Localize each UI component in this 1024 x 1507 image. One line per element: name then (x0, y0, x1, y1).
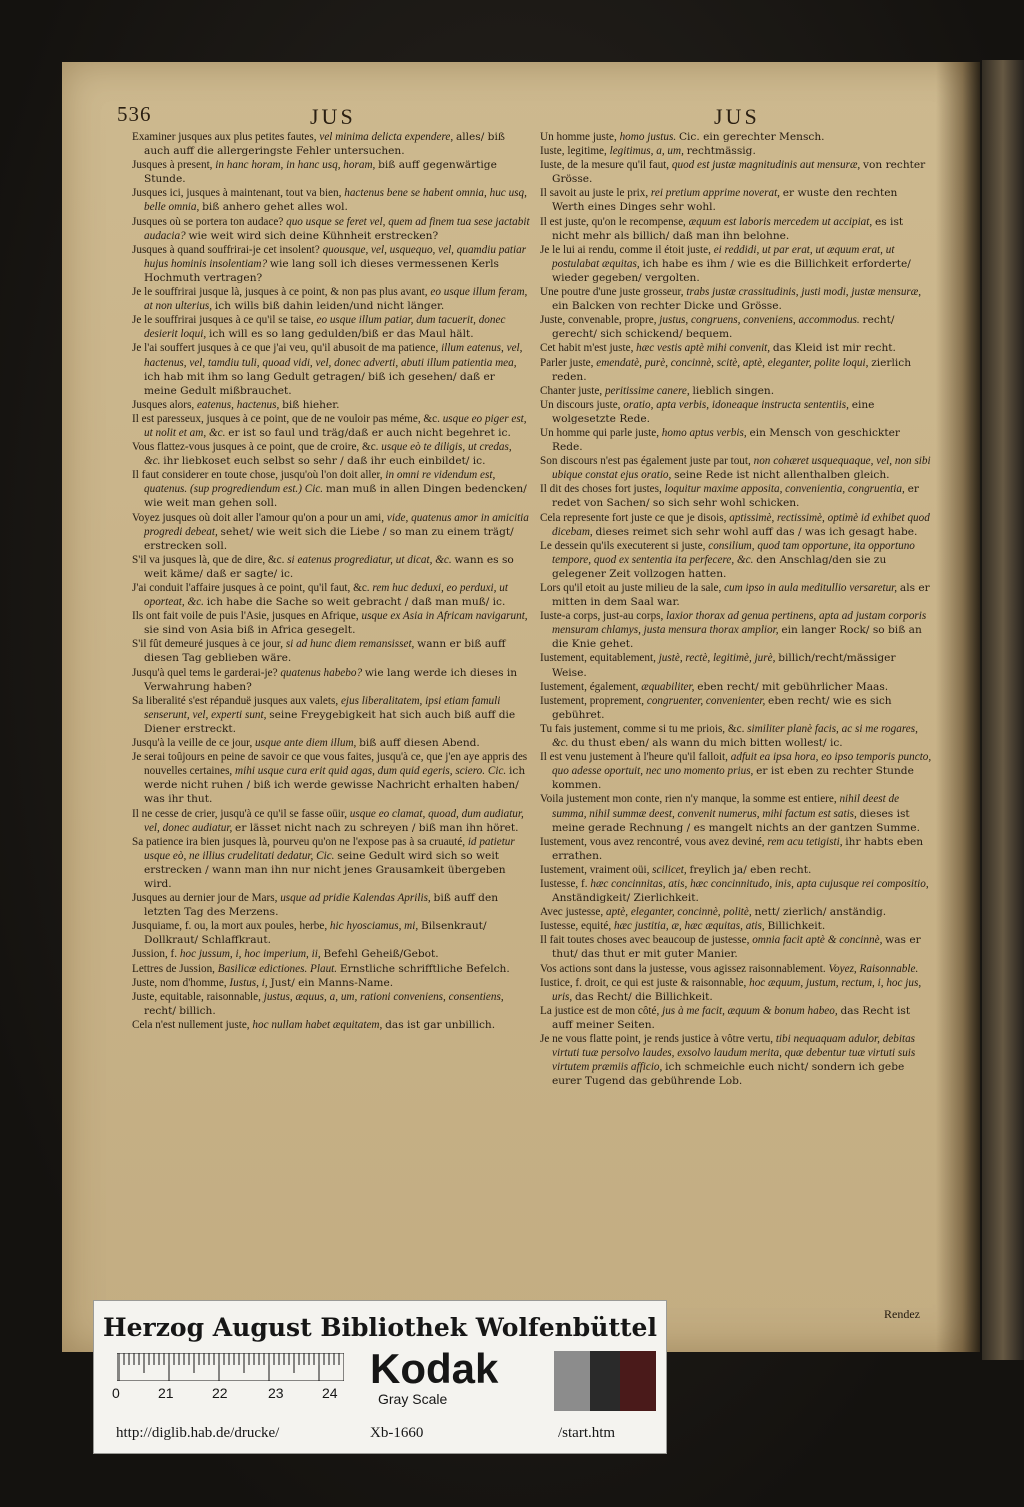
entry-french: Parler juste, (540, 356, 594, 369)
entry-french: Ils ont fait voile de puis l'Asie, jusques en Afrique, (132, 610, 359, 623)
dictionary-entry (540, 130, 932, 144)
entry-french: Tu fais justement, comme si tu me priois, &c. (540, 722, 745, 735)
entry-german: du thust eben/ als wann du mich bitten wollest/ ic. (571, 737, 843, 750)
entry-latin: mihi usque cura erit quid agas, dum quid egeris, sciero. Cic. (235, 765, 507, 778)
entry-french: Iuste, legitime, (540, 145, 607, 158)
entry-latin: quo usque se feret vel, quem ad finem tua sese jactabit audacia? (144, 215, 530, 242)
entry-german: ich habe die Sache so weit gebracht / daß man muß/ ic. (206, 596, 506, 609)
entry-french: S'il va jusques là, que de dire, &c. (132, 553, 285, 566)
entry-french: Cela represente fort juste ce que je disois, (540, 511, 727, 524)
entry-german: ich habe es ihm / wie es die Billichkeit erforderte/ wieder gegeben/ vergolten. (552, 257, 911, 284)
dictionary-entry (132, 990, 530, 1018)
dictionary-entry (132, 243, 530, 285)
entry-latin: peritissime canere, (604, 384, 690, 397)
entry-latin: ei reddidi, ut par erat, ut æquum erat, ut postulabat æquitas, (552, 243, 895, 270)
entry-latin: usque ex Asia in Africam navigarunt, (361, 610, 528, 623)
entry-latin: quatenus habebo? (280, 666, 363, 679)
entry-french: Je ne vous flatte point, je rends justice à vôtre vertu, (540, 1033, 774, 1045)
entry-german: eben recht/ wie es sich gebühret. (552, 694, 892, 721)
dictionary-entry (540, 933, 932, 961)
entry-german: biß auff diesen Abend. (359, 737, 480, 750)
entry-latin: Basilicæ edictiones. Plaut. (217, 962, 338, 975)
entry-latin: homo justus. (619, 131, 677, 143)
entry-latin: si ad hunc diem remansisset, (285, 638, 415, 651)
dictionary-entry (132, 511, 530, 553)
dictionary-entry (540, 285, 932, 313)
entry-french: Iuste, de la mesure qu'il faut, (540, 159, 670, 172)
dictionary-entry (540, 976, 932, 1004)
entry-french: Lettres de Jussion, (132, 962, 215, 975)
dictionary-entry (132, 285, 530, 313)
dictionary-entry (132, 807, 530, 835)
entry-latin: illum eatenus, vel, hactenus, vel, tamdiu tuli, quoad vidi, vel, donec adverti, abuti illum patientia mea, (144, 342, 523, 369)
entry-german: eben recht/ mit gebührlicher Maas. (697, 680, 889, 693)
entry-french: Iuste-a corps, just-au corps, (540, 610, 664, 623)
entry-latin: oratio, apta verbis, idoneaque instructa sententiis, (623, 398, 849, 411)
entry-latin: quousque, vel, usquequo, vel, quamdiu patiar hujus hominis insolentiam? (144, 243, 527, 270)
entry-french: Vos actions sont dans la justesse, vous agissez raisonnablement. (540, 962, 826, 975)
entry-latin: hoc æquum, justum, rectum, i, hoc jus, uris, (552, 976, 922, 1003)
dictionary-entry (540, 750, 932, 792)
entry-german: als er mitten in dem Saal war. (552, 582, 930, 609)
dictionary-entry (132, 313, 530, 341)
dictionary-entry (132, 130, 530, 158)
entry-german: rechtmässig. (686, 145, 756, 158)
book-edge (982, 60, 1024, 1360)
entry-latin: hæc vestis aptè mihi convenit, (636, 342, 771, 355)
entry-latin: rem huc deduxi, eo perduxi, ut oporteat, &c. (144, 582, 508, 609)
catchword: Rendez (884, 1307, 920, 1321)
entry-german: seine Freygebigkeit hat sich auch biß auff die Diener erstreckt. (144, 708, 516, 735)
entry-french: Il est juste, qu'on le recompense, (540, 215, 686, 228)
entry-german: das Recht ist auff meiner Seiten. (552, 1004, 911, 1031)
library-title: Herzog August Bibliothek Wolfenbüttel (103, 1313, 657, 1342)
entry-latin: usque ante diem illum, (255, 737, 357, 750)
entry-french: Je le lui ai rendu, comme il étoit juste, (540, 243, 711, 256)
entry-latin: trabs justæ crassitudinis, justi modi, justæ mensuræ, (686, 286, 922, 299)
entry-german: Cic. ein gerechter Mensch. (678, 131, 825, 143)
dictionary-entry (132, 412, 530, 440)
dictionary-entry (132, 891, 530, 919)
entry-latin: non cohæret usquequaque, vel, non sibi ubique constat ejus oratio, (552, 455, 931, 482)
ruler-number: 23 (268, 1385, 284, 1401)
entry-french: Voyez jusques où doit aller l'amour qu'on a pour un ami, (132, 511, 385, 524)
dictionary-entry (132, 976, 530, 990)
dictionary-entry (132, 398, 530, 412)
entry-german: Anständigkeit/ Zierlichkeit. (552, 892, 699, 905)
entry-french: Jusques où se portera ton audace? (132, 215, 284, 228)
entry-latin: congruenter, convenienter, (646, 694, 766, 707)
dictionary-entry (540, 511, 932, 539)
dictionary-entry (540, 962, 932, 976)
entry-latin: in hanc horam, in hanc usq, horam, (215, 159, 376, 172)
entry-latin: justus, congruens, conveniens, accommodus. (659, 314, 860, 327)
entry-french: Jusques à quand souffrirai-je cet insolent? (132, 243, 320, 256)
entry-french: Jusques ici, jusques à maintenant, tout va bien, (132, 187, 342, 200)
entry-latin: æquum est laboris mercedem ut accipiat, (688, 215, 873, 228)
entry-french: Je le souffrirai jusque là, jusques à ce point, & non pas plus avant, (132, 286, 428, 299)
entry-french: Jusques au dernier jour de Mars, (132, 892, 278, 905)
dictionary-entry (540, 384, 932, 398)
entry-latin: eo usque illum feram, at non ulterius, (144, 286, 528, 313)
dictionary-entry (132, 609, 530, 637)
dictionary-entry (540, 243, 932, 285)
ruler-number: 21 (158, 1385, 174, 1401)
dictionary-entry (132, 750, 530, 806)
dictionary-entry (132, 553, 530, 581)
entry-french: Iustesse, equité, (540, 920, 612, 933)
entry-french: Jussion, f. (132, 948, 178, 961)
entry-german: billich/recht/mässiger Weise. (552, 652, 896, 679)
entry-german: er redet von Sachen/ so sich sehr wohl schicken. (552, 483, 919, 510)
entry-latin: cum ipso in aula meditullio versaretur, (724, 582, 898, 594)
entry-french: Il savoit au juste le prix, (540, 187, 649, 200)
entry-latin: laxior thorax ad genua pertinens, apta ad justam corporis mensuram chlamys, justa mensura thorax amplior, (552, 610, 927, 637)
entry-german: dieses ist meine gerade Rechnung / es mangelt nichts an der gantzen Summe. (552, 807, 920, 834)
entry-german: recht/ gerecht/ sich schickend/ bequem. (552, 314, 895, 341)
entry-french: Sa patience ira bien jusques là, pourveu qu'on ne l'expose pas à sa cruauté, (132, 835, 466, 848)
entry-french: Iustement, proprement, (540, 694, 645, 707)
entry-german: Ernstliche schrifftliche Befelch. (339, 962, 510, 975)
entry-latin: usque ad pridie Kalendas Aprilis, (280, 892, 431, 905)
dictionary-entry (132, 947, 530, 961)
dictionary-entry (132, 736, 530, 750)
entry-latin: rem acu tetigisti, (767, 835, 843, 848)
entry-german: dieses reimet sich sehr wohl auff das / was ich gesagt habe. (595, 525, 918, 538)
dictionary-entry (132, 694, 530, 736)
dictionary-entry (540, 313, 932, 341)
entry-latin: hoc jussum, i, hoc imperium, ii, (179, 948, 321, 961)
dictionary-entry (132, 440, 530, 468)
entry-french: Avec justesse, (540, 906, 604, 919)
entry-german: ihr habts eben errathen. (552, 835, 924, 862)
entry-french: S'il fût demeuré jusques à ce jour, (132, 638, 284, 651)
dictionary-entry (540, 482, 932, 510)
entry-german: seine Gedult wird sich so weit erstrecken / wann man ihn nur nicht jenes Grausamkeit übergeben wird. (144, 849, 506, 890)
dictionary-entry (132, 215, 530, 243)
entry-latin: legitimus, a, um, (609, 145, 684, 158)
ruler-number: 24 (322, 1385, 338, 1401)
page-number: 536 (117, 102, 152, 126)
dictionary-entry (540, 158, 932, 186)
entry-latin: aptissimè, rectissimè, optimè id exhibet quod dicebam, (552, 511, 930, 538)
entry-french: Il ne cesse de crier, jusqu'à ce qu'il se fasse oüir, (132, 807, 347, 820)
entry-french: Iustement, vraiment oüi, (540, 863, 650, 876)
entry-german: Billichkeit. (767, 920, 826, 933)
entry-german: ich wills biß dahin leiden/und nicht länger. (214, 300, 445, 313)
entry-latin: jus à me facit, æquum & bonum habeo, (662, 1004, 838, 1017)
entry-german: ihr liebkoset euch selbst so sehr / daß ihr euch einbildet/ ic. (163, 455, 486, 468)
entry-french: Je le souffrirai jusques à ce qu'il se taise, (132, 314, 314, 327)
dictionary-entry (540, 680, 932, 694)
shelfmark: Xb-1660 (370, 1425, 424, 1441)
dictionary-entry (540, 835, 932, 863)
entry-latin: justus, æquus, a, um, rationi conveniens, consentiens, (263, 990, 504, 1003)
entry-french: Il fait toutes choses avec beaucoup de justesse, (540, 934, 750, 947)
entry-latin: adfuit ea ipsa hora, eo ipso temporis puncto, quo adesse oportuit, nec uno momento prius, (552, 751, 932, 778)
entry-latin: eo usque illum patiar, dum tacuerit, donec desierit loqui, (144, 314, 506, 341)
entry-latin: Iustus, i, (229, 976, 268, 989)
dictionary-entry (540, 609, 932, 651)
ruler-scale (117, 1353, 344, 1381)
kodak-logo: Kodak (370, 1345, 499, 1392)
maroon-swatch (620, 1351, 656, 1411)
entry-german: sehet/ wie weit sich die Liebe / so man zu einem trägt/ erstrecken soll. (144, 525, 514, 552)
entry-latin: aptè, eleganter, concinnè, politè, (605, 906, 752, 919)
dictionary-entry (132, 637, 530, 665)
entry-german: wann er biß auff diesen Tag geblieben wäre. (144, 638, 506, 665)
entry-french: Il faut considerer en toute chose, jusqu'où l'on doit aller, (132, 469, 383, 482)
entry-german: nett/ zierlich/ anständig. (754, 906, 887, 919)
entry-french: Je serai toûjours en peine de savoir ce que vous faites, jusqu'à ce, que j'en aye appris des nouvelles certaines, (132, 751, 528, 778)
dictionary-entry (132, 581, 530, 609)
entry-german: biß auff den letzten Tag des Merzens. (144, 892, 499, 919)
entry-french: Il est venu justement à l'heure qu'il falloit, (540, 751, 728, 764)
dictionary-entry (540, 426, 932, 454)
dictionary-entry (132, 1018, 530, 1032)
entry-french: Examiner jusques aux plus petites fautes, (132, 131, 317, 143)
entry-latin: justè, rectè, legitimè, jurè, (658, 652, 776, 665)
dictionary-entry (540, 398, 932, 426)
entry-german: das Recht/ die Billichkeit. (575, 990, 713, 1003)
left-running-head: JUS (310, 104, 356, 129)
entry-german: ich schmeichle euch nicht/ sondern ich gebe eurer Tugend das gebührende Lob. (552, 1061, 905, 1088)
entry-german: von rechter Grösse. (552, 159, 926, 186)
dictionary-entry (132, 962, 530, 976)
entry-french: Jusques à present, (132, 159, 213, 172)
entry-latin: usque eo clamat, quoad, dum audiatur, vel, donec audiatur, (144, 807, 524, 834)
entry-french: Un homme qui parle juste, (540, 426, 659, 439)
entry-french: Chanter juste, (540, 384, 603, 397)
entry-german: das ist gar unbillich. (385, 1018, 496, 1031)
dictionary-entry (540, 722, 932, 750)
footer-url: http://diglib.hab.de/drucke/ (116, 1425, 280, 1441)
right-column (540, 130, 932, 1088)
entry-french: Voila justement mon conte, rien n'y manque, la somme est entiere, (540, 793, 837, 806)
entry-latin: loquitur maxime apposita, convenientia, congruentia, (664, 483, 905, 496)
entry-latin: similiter planè facis, ac si me rogares, &c. (552, 722, 918, 750)
dictionary-entry (132, 666, 530, 694)
dictionary-entry (132, 468, 530, 510)
entry-latin: vel minima delicta expendere, (319, 131, 454, 143)
right-running-head: JUS (714, 104, 760, 129)
entry-french: Iustement, vous avez rencontré, vous avez deviné, (540, 835, 765, 848)
entry-german: sie sind von Asia biß in Africa gesegelt. (144, 624, 356, 637)
entry-latin: hactenus bene se habent omnia, huc usq, belle omnia, (144, 187, 527, 214)
entry-german: Bilsenkraut/ Dollkraut/ Schlaffkraut. (144, 920, 487, 947)
dictionary-entry (540, 356, 932, 384)
entry-latin: in omni re videndum est, quatenus. (sup progrediendum est.) Cic. (144, 469, 496, 496)
entry-latin: quod est justæ magnitudinis aut mensuræ, (671, 159, 861, 172)
entry-german: er ist eben zu rechter Stunde kommen. (552, 765, 914, 792)
color-target-card (93, 1300, 667, 1454)
entry-latin: tibi nequaquam adulor, debitas virtuti tuæ persolvo laudes, exsolvo laudum merita, quæ debentur tuæ virtuti suis virtutem præmiis afficio, (552, 1033, 916, 1074)
entry-latin: homo aptus verbis, (661, 426, 747, 439)
entry-german: biß anhero gehet alles wol. (202, 201, 348, 214)
entry-latin: usque eò te diligis, ut credas, &c. (144, 441, 512, 468)
entry-german: wie lang soll ich dieses vermessenen Kerls Hochmuth vertragen? (144, 257, 499, 284)
entry-german: er ist so faul und träg/daß er auch nicht begehret ic. (228, 426, 511, 439)
dictionary-entry (132, 341, 530, 397)
dictionary-entry (132, 835, 530, 891)
entry-latin: nihil deest de summa, nihil summæ deest, convenit numerus, mihi factum est satis, (552, 793, 900, 820)
entry-french: Cela n'est nullement juste, (132, 1018, 250, 1031)
entry-german: ein Mensch von geschickter Rede. (552, 426, 900, 454)
card-footer (94, 1413, 666, 1451)
entry-german: freylich ja/ eben recht. (689, 863, 812, 876)
dictionary-entry (540, 186, 932, 214)
entry-latin: æquabiliter, (641, 680, 695, 693)
entry-french: Je l'ai souffert jusques à ce que j'ai veu, qu'il abusoit de ma patience, (132, 342, 439, 355)
dictionary-entry (540, 144, 932, 158)
entry-german: eine wolgesetzte Rede. (552, 398, 875, 425)
ruler-number: 22 (212, 1385, 228, 1401)
entry-french: Un homme juste, (540, 131, 617, 143)
entry-latin: hæc concinnitas, atis, hæc concinnitudo, inis, apta cujusque rei compositio, (590, 877, 929, 890)
entry-latin: emendatè, purè, concinnè, scitè, aptè, eleganter, polite loqui, (596, 356, 869, 369)
entry-french: Cet habit m'est juste, (540, 342, 634, 355)
entry-french: Il est paresseux, jusques à ce point, que de ne vouloir pas méme, &c. (132, 412, 440, 425)
entry-latin: hæc justitia, æ, hæc æquitas, atis, (613, 920, 765, 933)
entry-french: Lors qu'il etoit au juste milieu de la sale, (540, 582, 722, 594)
entry-latin: id patietur usque eò, ne illius crudelitati dedatur, Cic. (144, 835, 515, 862)
entry-german: Just/ ein Manns-Name. (270, 976, 394, 989)
entry-latin: usque eo piger est, ut nolit et am, &c. (144, 412, 527, 439)
entry-french: Sa liberalité s'est répanduë jusques aux valets, (132, 694, 339, 707)
dictionary-entry (540, 905, 932, 919)
entry-german: zierlich reden. (552, 356, 912, 383)
entry-german: biß hieher. (282, 398, 340, 411)
entry-german: ich will es so lang gedulden/biß er das Maul hält. (208, 328, 474, 341)
book-page (62, 62, 980, 1352)
entry-german: ein Balcken von rechter Dicke und Grösse. (552, 300, 782, 313)
entry-french: Iustesse, f. (540, 877, 588, 890)
entry-latin: ejus liberalitatem, ipsi etiam famuli senserunt, vel, experti sunt, (144, 694, 501, 721)
entry-french: Jusquiame, f. ou, la mort aux poules, herbe, (132, 920, 328, 933)
dictionary-entry (132, 919, 530, 947)
entry-german: ich werde nicht ruhen / biß ich werde gewisse Nachricht erhalten haben/ was ihr thut. (144, 765, 526, 806)
entry-french: Juste, convenable, propre, (540, 314, 657, 327)
entry-latin: consilium, quod tam opportune, ita opportuno tempore, quod ex sententia ita perfecere, &c. (552, 539, 915, 566)
dictionary-entry (540, 863, 932, 877)
dictionary-entry (540, 215, 932, 243)
entry-german: biß auff gegenwärtige Stunde. (144, 159, 497, 186)
page-gutter (936, 62, 980, 1352)
entry-french: Le dessein qu'ils executerent si juste, (540, 539, 706, 552)
entry-french: La justice est de mon côté, (540, 1004, 660, 1017)
entry-german: was er thut/ das thut er mit guter Manier. (552, 934, 921, 961)
entry-german: seine Rede ist nicht allenthalben gleich. (674, 469, 890, 482)
dark-swatch (590, 1351, 620, 1411)
entry-french: Juste, nom d'homme, (132, 976, 227, 989)
entry-french: Iustement, également, (540, 680, 639, 693)
dictionary-entry (540, 1004, 932, 1032)
entry-latin: Voyez, Raisonnable. (828, 962, 919, 975)
dictionary-entry (540, 581, 932, 609)
entry-german: ein langer Rock/ so biß an die Knie gehet. (552, 624, 922, 651)
dictionary-entry (540, 792, 932, 834)
entry-latin: si eatenus progrediatur, ut dicat, &c. (287, 553, 452, 566)
entry-french: Vous flattez-vous jusques à ce point, que de croire, &c. (132, 441, 379, 454)
left-column (132, 130, 530, 1032)
entry-latin: hic hyosciamus, mi, (329, 920, 419, 933)
dictionary-entry (540, 877, 932, 905)
entry-french: Juste, equitable, raisonnable, (132, 990, 261, 1003)
entry-french: Jusqu'à quel tems le garderai-je? (132, 666, 278, 679)
entry-french: Il dit des choses fort justes, (540, 483, 662, 496)
dictionary-entry (540, 1032, 932, 1088)
entry-latin: vide, quatenus amor in amicitia progredi debeat, (144, 511, 529, 538)
entry-latin: rei pretium apprime noverat, (650, 187, 780, 200)
entry-french: Jusqu'à la veille de ce jour, (132, 737, 253, 750)
dictionary-entry (540, 919, 932, 933)
dictionary-entry (540, 341, 932, 355)
dictionary-entry (132, 158, 530, 186)
dictionary-entry (540, 454, 932, 482)
entry-french: J'ai conduit l'affaire jusques à ce point, qu'il faut, &c. (132, 582, 370, 594)
entry-french: Jusques alors, (132, 398, 195, 411)
entry-german: wann es so weit käme/ daß er sagte/ ic. (144, 553, 514, 580)
dictionary-entry (132, 186, 530, 214)
entry-french: Une poutre d'une juste grosseur, (540, 286, 684, 299)
entry-french: Iustice, f. droit, ce qui est juste & raisonnable, (540, 976, 747, 989)
entry-french: Un discours juste, (540, 398, 621, 411)
entry-german: lieblich singen. (692, 384, 775, 397)
gray-swatch (554, 1351, 590, 1411)
footer-start: /start.htm (558, 1425, 616, 1441)
entry-german: man muß in allen Dingen bedencken/ wie weit man gehen soll. (144, 483, 527, 510)
ruler-number: 0 (112, 1385, 120, 1401)
entry-german: Befehl Geheiß/Gebot. (323, 948, 439, 961)
entry-german: er wuste den rechten Werth eines Dinges sehr wohl. (552, 187, 898, 214)
entry-latin: hoc nullam habet æquitatem, (252, 1018, 383, 1031)
entry-german: es ist nicht mehr als billich/ daß man ihn belohne. (552, 215, 904, 242)
entry-german: den Anschlag/den sie zu gelegener Zeit vollzogen hatten. (552, 553, 887, 580)
entry-german: wie lang werde ich dieses in Verwahrung haben? (144, 666, 518, 693)
dictionary-entry (540, 651, 932, 679)
gray-scale-label: Gray Scale (378, 1391, 448, 1407)
dictionary-entry (540, 539, 932, 581)
entry-german: alles/ biß auch auff die allergeringste Fehler untersuchen. (144, 131, 505, 158)
dictionary-entry (540, 694, 932, 722)
entry-latin: eatenus, hactenus, (196, 398, 280, 411)
entry-french: Iustement, equitablement, (540, 652, 656, 665)
entry-german: ich hab mit ihm so lang Gedult getragen/ biß ich gesehen/ daß er meine Gedult mißbrauchet. (144, 370, 495, 397)
entry-latin: scilicet, (652, 863, 687, 876)
entry-german: das Kleid ist mir recht. (772, 342, 896, 355)
entry-french: Son discours n'est pas également juste par tout, (540, 455, 751, 468)
entry-german: wie weit wird sich deine Kühnheit erstrecken? (188, 229, 439, 242)
entry-german: recht/ billich. (144, 1004, 216, 1017)
entry-german: er lässet nicht nach zu schreyen / biß man ihn höret. (235, 821, 519, 834)
entry-latin: omnia facit aptè & concinnè, (752, 934, 883, 947)
